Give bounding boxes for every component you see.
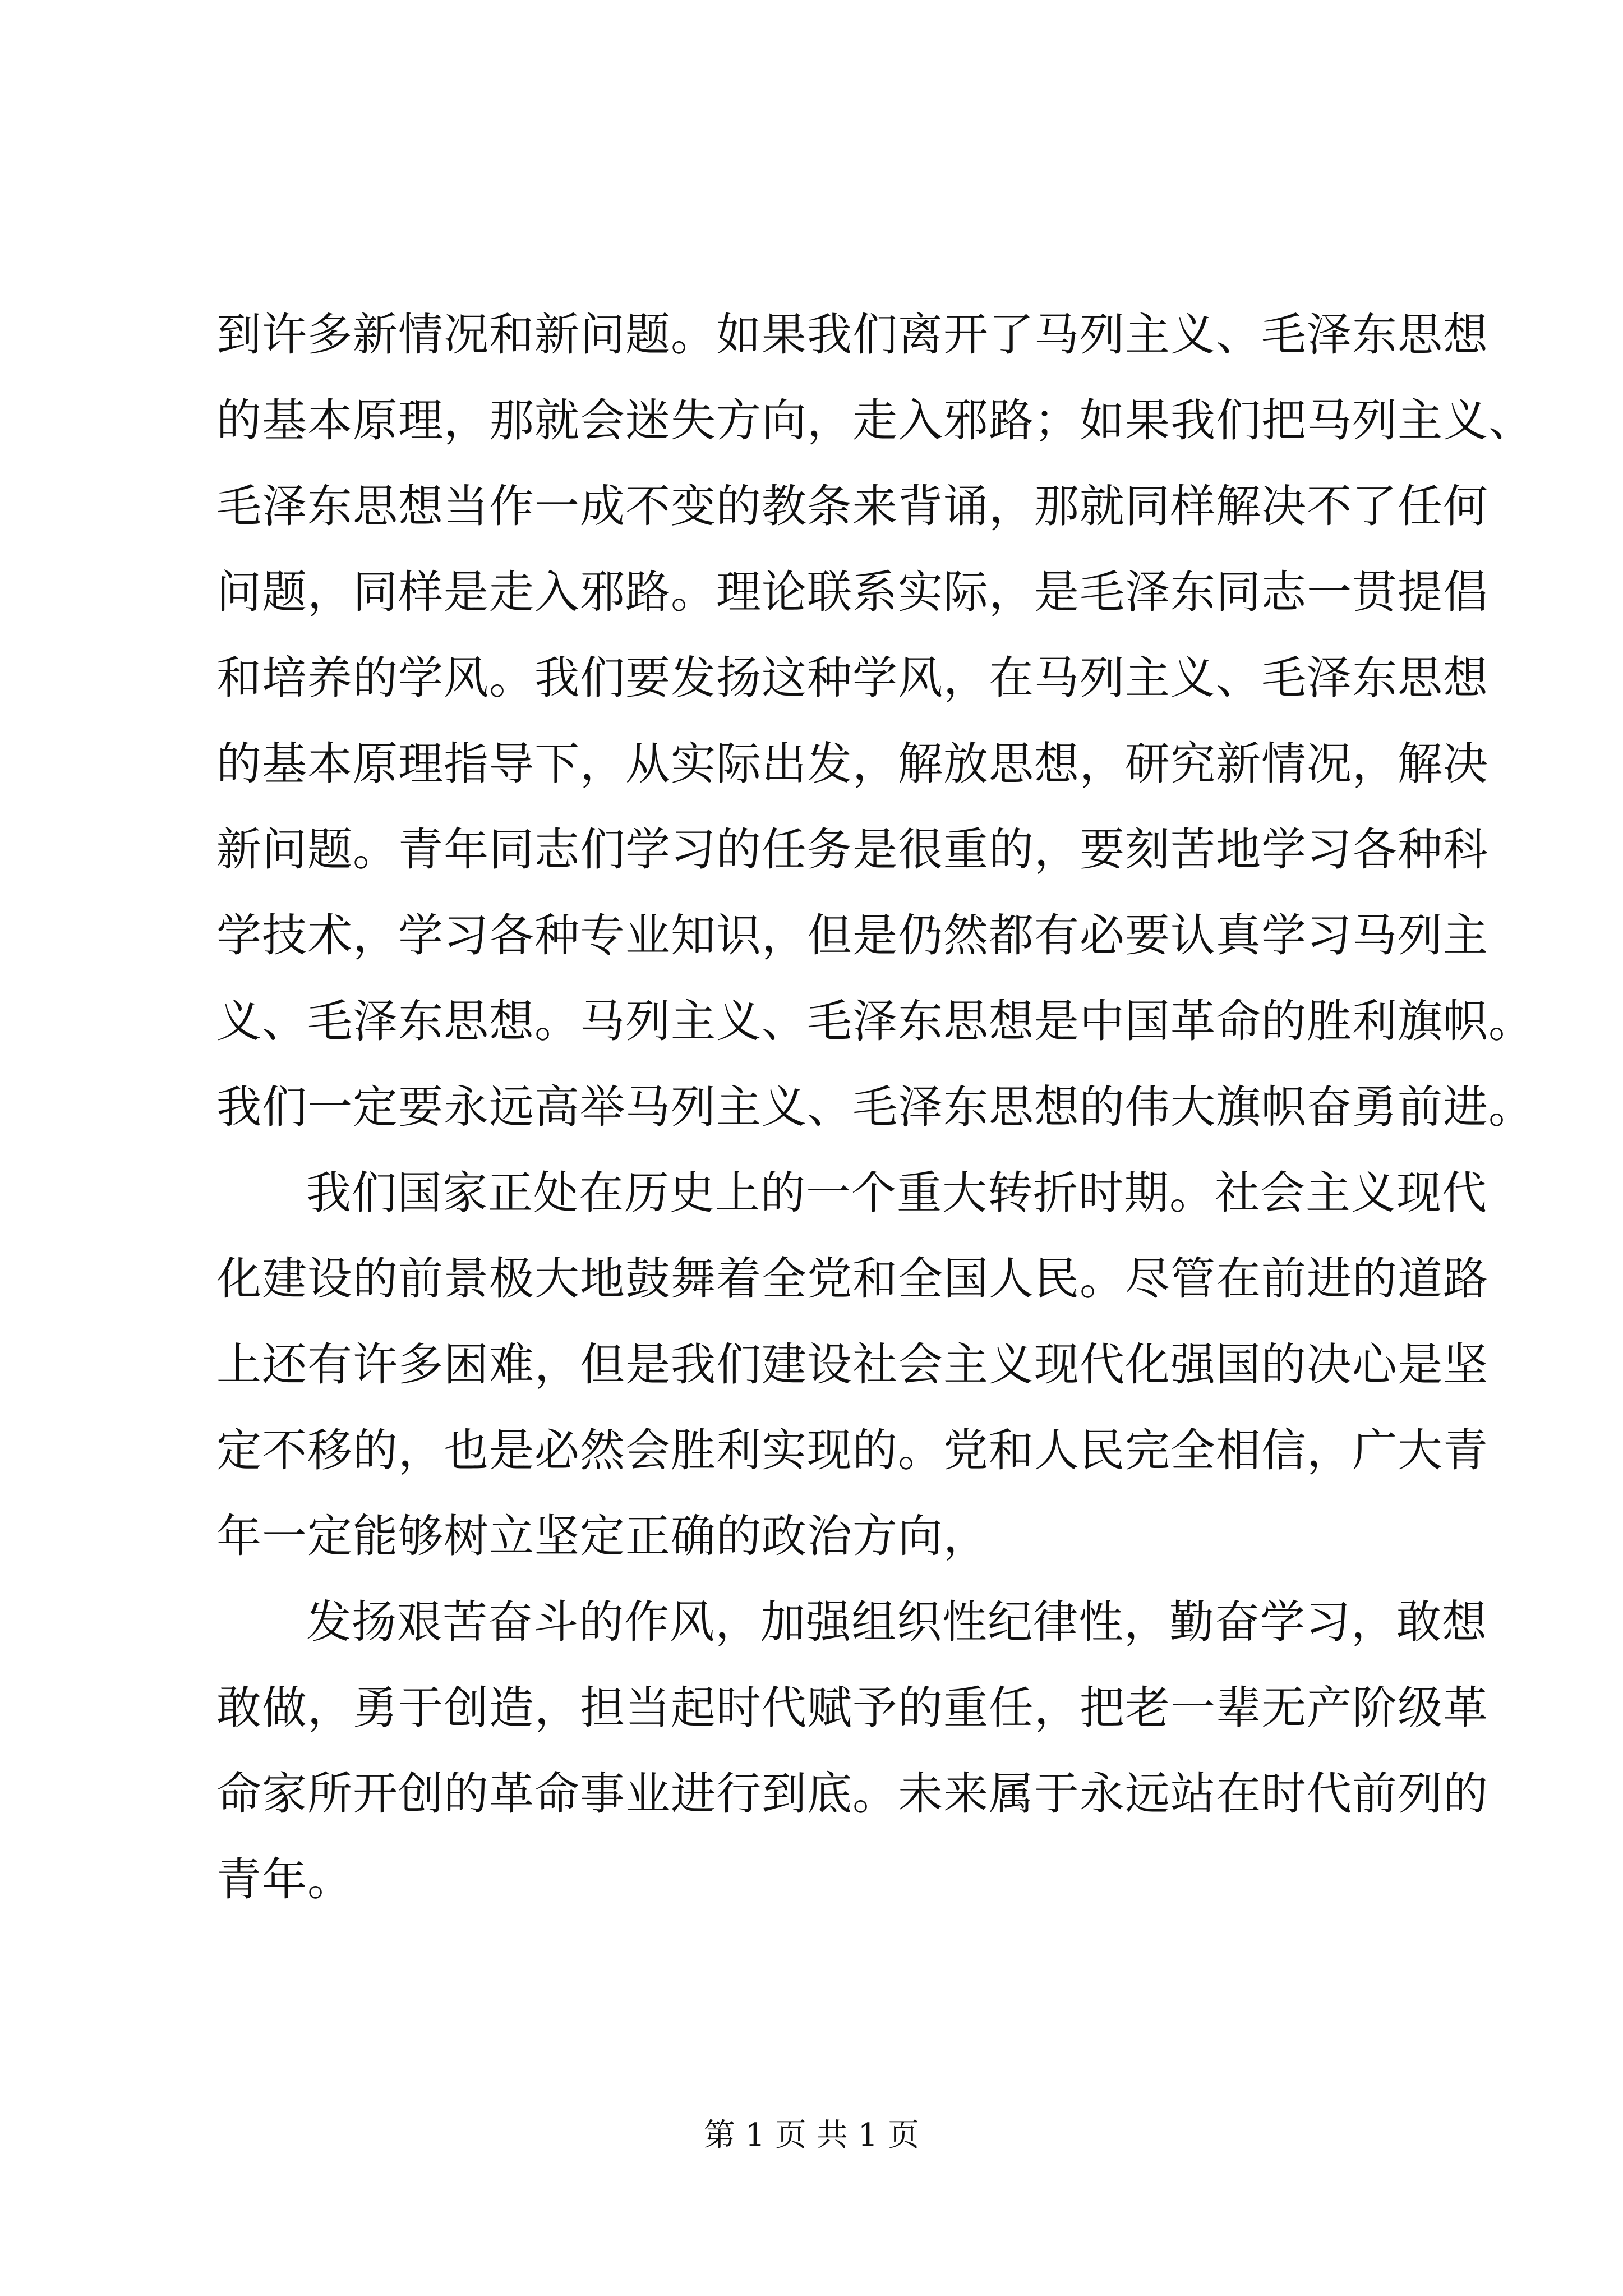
text-line: 命家所开创的革命事业进行到底。未来属于永远站在时代前列的 bbox=[216, 1768, 1488, 1820]
paragraph-first-line: 发扬艰苦奋斗的作风，加强组织性纪律性，勤奋学习，敢想 bbox=[306, 1596, 1487, 1648]
page-footer bbox=[0, 2116, 1623, 2155]
paragraph-first-line: 我们国家正处在历史上的一个重大转折时期。社会主义现代 bbox=[306, 1167, 1487, 1219]
text-line: 到许多新情况和新问题。如果我们离开了马列主义、毛泽东思想 bbox=[216, 309, 1488, 361]
text-line: 问题，同样是走入邪路。理论联系实际，是毛泽东同志一贯提倡 bbox=[216, 566, 1488, 618]
text-line: 定不移的，也是必然会胜利实现的。党和人民完全相信，广大青 bbox=[216, 1424, 1488, 1476]
text-line: 我们一定要永远高举马列主义、毛泽东思想的伟大旗帜奋勇前进。 bbox=[216, 1081, 1534, 1133]
text-line: 和培养的学风。我们要发扬这种学风，在马列主义、毛泽东思想 bbox=[216, 652, 1488, 704]
text-line: 学技术，学习各种专业知识，但是仍然都有必要认真学习马列主 bbox=[216, 909, 1488, 961]
text-line: 的基本原理指导下，从实际出发，解放思想，研究新情况，解决 bbox=[216, 738, 1488, 790]
text-line: 敢做，勇于创造，担当起时代赋予的重任，把老一辈无产阶级革 bbox=[216, 1682, 1488, 1734]
text-line: 青年。 bbox=[216, 1853, 353, 1906]
body-text bbox=[216, 292, 1534, 1922]
text-line: 的基本原理，那就会迷失方向，走入邪路；如果我们把马列主义、 bbox=[216, 394, 1534, 447]
text-line: 义、毛泽东思想。马列主义、毛泽东思想是中国革命的胜利旗帜。 bbox=[216, 995, 1534, 1047]
text-line: 上还有许多困难，但是我们建设社会主义现代化强国的决心是坚 bbox=[216, 1338, 1488, 1391]
text-line: 毛泽东思想当作一成不变的教条来背诵，那就同样解决不了任何 bbox=[216, 480, 1488, 532]
text-line: 新问题。青年同志们学习的任务是很重的，要刻苦地学习各种科 bbox=[216, 823, 1488, 876]
page-number-label: 第 1 页 共 1 页 bbox=[703, 2117, 920, 2154]
text-line: 年一定能够树立坚定正确的政治方向， bbox=[216, 1510, 989, 1562]
text-line: 化建设的前景极大地鼓舞着全党和全国人民。尽管在前进的道路 bbox=[216, 1253, 1488, 1305]
